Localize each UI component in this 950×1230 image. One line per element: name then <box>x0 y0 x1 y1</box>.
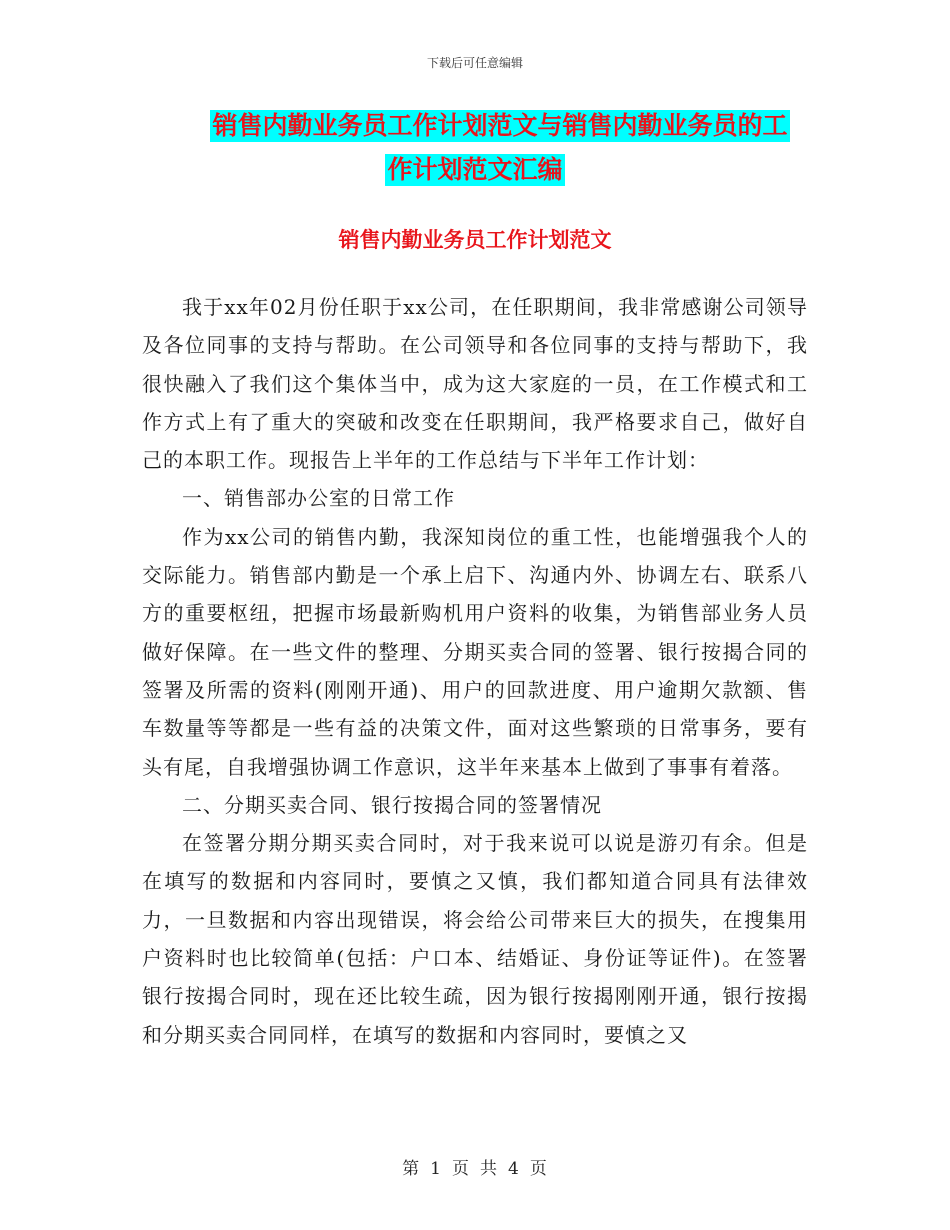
document-title <box>140 110 810 186</box>
footer-suffix: 页 <box>529 1159 548 1179</box>
heading-2: 二、分期买卖合同、银行按揭合同的签署情况 <box>182 792 602 817</box>
footer-mid: 页 <box>452 1159 470 1179</box>
footer-page-number: 1 <box>430 1159 442 1179</box>
section-title: 销售内勤业务员工作计划范文 <box>338 228 612 252</box>
footer-total-pages: 4 <box>508 1159 520 1179</box>
paragraph-2: 在签署分期分期买卖合同时，对于我来说可以说是游刃有余。但是在填写的数据和内容同时，要慎之又慎，我们都知道合同具有法律效力，一旦数据和内容出现错误，将会给公司带来巨大的损失，在搜集用户资料时也比较简单(包括：户口本、结婚证、身份证等证件)。在签署银行按揭合同时，现在还比较生疏，因为银行按揭刚刚开通，银行按揭和分期买卖合同同样，在填写的数据和内容同时，要慎之又 <box>142 831 808 1047</box>
paragraph-1: 作为xx公司的销售内勤，我深知岗位的重工性，也能增强我个人的交际能力。销售部内勤是一个承上启下、沟通内外、协调左右、联系八方的重要枢纽，把握市场最新购机用户资料的收集，为销售部业务人员做好保障。在一些文件的整理、分期买卖合同的签署、银行按揭合同的签署及所需的资料(刚刚开通)、用户的回款进度、用户逾期欠款额、售车数量等等都是一些有益的决策文件，面对这些繁琐的日常事务，要有头有尾，自我增强协调工作意识，这半年来基本上做到了事事有着落。 <box>142 524 808 779</box>
page-footer <box>0 1154 950 1179</box>
title-line-2: 作计划范文汇编 <box>387 155 563 184</box>
body-text <box>142 288 808 1054</box>
header-note: 下载后可任意编辑 <box>426 56 523 70</box>
heading-1: 一、销售部办公室的日常工作 <box>182 486 455 511</box>
footer-total-prefix: 共 <box>480 1159 498 1179</box>
footer-prefix: 第 <box>402 1159 421 1179</box>
title-line-1: 销售内勤业务员工作计划范文与销售内勤业务员的工 <box>212 111 788 140</box>
paragraph-intro: 我于xx年02月份任职于xx公司，在任职期间，我非常感谢公司领导及各位同事的支持与帮助。在公司领导和各位同事的支持与帮助下，我很快融入了我们这个集体当中，成为这大家庭的一员，在工作模式和工作方式上有了重大的突破和改变在任职期间，我严格要求自己，做好自己的本职工作。现报告上半年的工作总结与下半年工作计划： <box>142 295 808 473</box>
